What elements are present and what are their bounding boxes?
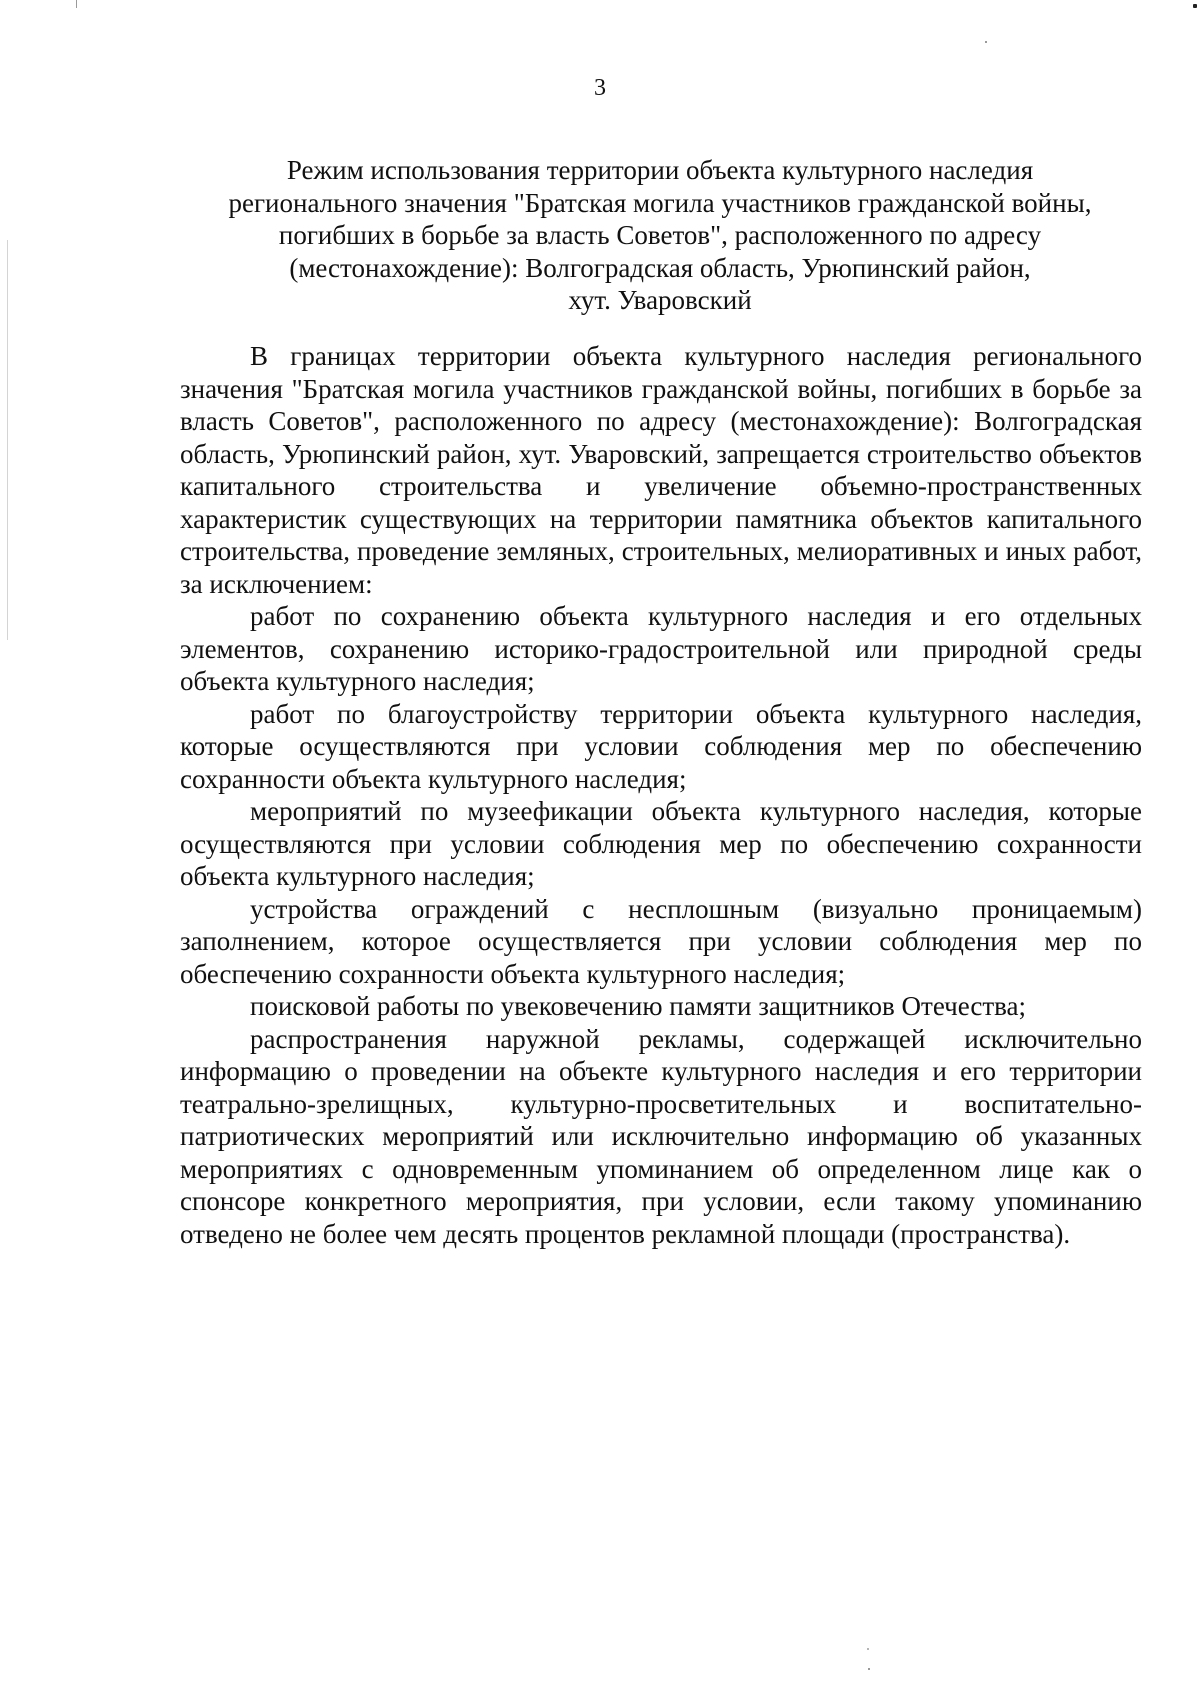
body-paragraph: поисковой работы по увековечению памяти защитников Отечества; xyxy=(250,991,1027,1021)
title-line: (местонахождение): Волгоградская область, Урюпинский район, xyxy=(289,252,1031,283)
document-body xyxy=(180,340,1142,1250)
body-paragraph: устройства ограждений с несплошным (визуально проницаемым) заполнением, которое осуществляется при условии соблюдения мер по обеспечению сохранности объекта культурного наследия; xyxy=(180,893,1142,989)
title-line: хут. Уваровский xyxy=(568,285,752,315)
title-line: погибших в борьбе за власть Советов", расположенного по адресу xyxy=(278,220,1042,250)
scan-speck xyxy=(867,1648,869,1650)
scan-speck xyxy=(1193,4,1197,8)
body-paragraph: работ по благоустройству территории объекта культурного наследия, которые осуществляются при условии соблюдения мер по обеспечению сохранности объекта культурного наследия; xyxy=(180,698,1142,794)
scan-edge-line xyxy=(7,240,8,640)
body-paragraph: мероприятий по музеефикации объекта культурного наследия, которые осуществляются при условии соблюдения мер по обеспечению сохранности объекта культурного наследия; xyxy=(180,796,1142,891)
title-line: Режим использования территории объекта культурного наследия xyxy=(286,155,1034,185)
body-paragraph: распространения наружной рекламы, содержащей исключительно информацию о проведении на объекте культурного наследия и его территории театрально-зрелищных, культурно-просветительных и воспитательно-патриотических мероприятий или исключительно информацию об указанных мероприятиях с одновременным упоминанием об определенном лице как о спонсоре конкретного мероприятия, при условии, если такому упоминанию отведено не более чем десять процентов рекламной площади (пространства). xyxy=(180,1023,1142,1249)
scan-speck xyxy=(76,0,77,8)
title-line: регионального значения "Братская могила участников гражданской войны, xyxy=(228,187,1092,218)
document-title xyxy=(180,154,1140,317)
body-paragraph: В границах территории объекта культурного наследия регионального значения "Братская могила участников гражданской войны, погибших в борьбе за власть Советов", расположенного по адресу (местонахождение): Волгоградская область, Урюпинский район, хут. Уваровский, запрещается строительство объектов капитального строительства и увеличение объемно-пространственных характеристик существующих на территории памятника объектов капитального строительства, проведение земляных, строительных, мелиоративных и иных работ, за исключением: xyxy=(180,341,1142,599)
scan-speck xyxy=(985,41,987,43)
scan-speck xyxy=(868,1668,870,1670)
page-number: 3 xyxy=(594,75,606,101)
body-paragraph: работ по сохранению объекта культурного наследия и его отдельных элементов, сохранению историко-градостроительной или природной среды объекта культурного наследия; xyxy=(180,601,1142,696)
